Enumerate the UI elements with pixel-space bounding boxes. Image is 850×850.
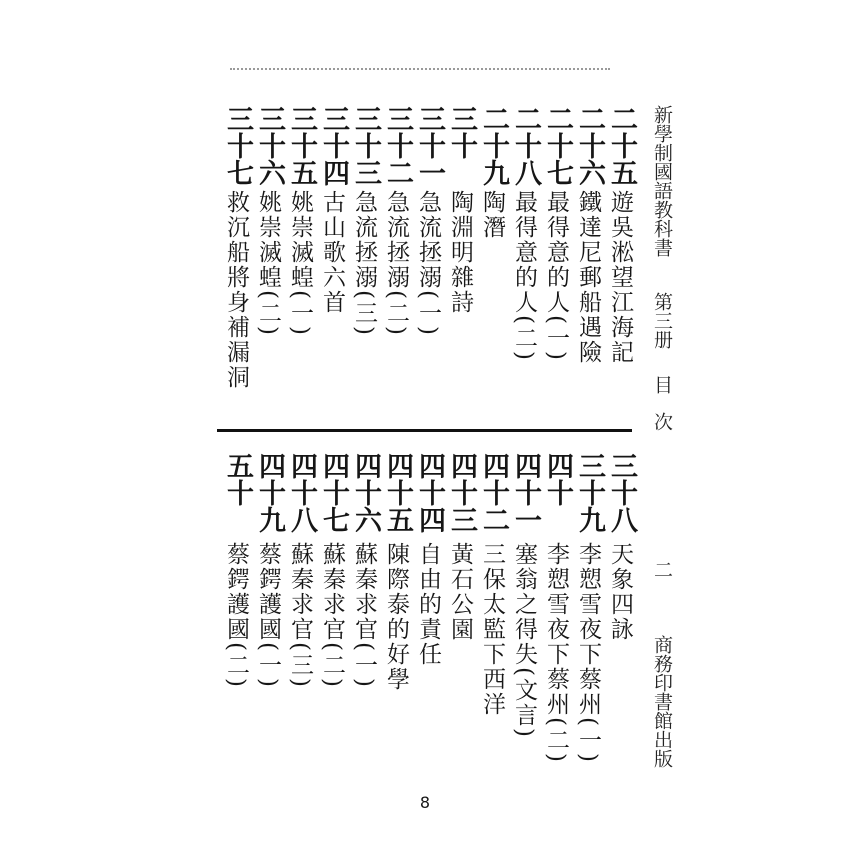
lesson-title: 最得意的人(一) (543, 190, 569, 362)
lesson-title: 姚崇滅蝗(二) (255, 190, 281, 337)
lesson-number: 四十六 (350, 452, 381, 533)
lesson-title: 蔡鍔護國(一) (255, 542, 281, 689)
lesson-number: 三十八 (606, 452, 637, 533)
lesson-title: 古山歌六首 (319, 190, 345, 315)
lesson-number: 三十四 (318, 105, 349, 186)
publisher: 商務印書館出版 (651, 635, 673, 768)
lesson-title: 鐵達尼郵船遇險 (575, 190, 601, 365)
lesson-title: 急流拯溺(三) (351, 190, 377, 337)
book-title: 新學制國語教科書 (651, 105, 673, 257)
lesson-title: 自由的責任 (415, 542, 441, 667)
lesson-number: 三十 (446, 105, 477, 159)
lesson-number: 三十三 (350, 105, 381, 186)
page-number: 8 (419, 793, 431, 812)
lesson-title: 急流拯溺(一) (415, 190, 441, 337)
lesson-title: 急流拯溺(二) (383, 190, 409, 337)
lesson-number: 二十八 (510, 105, 541, 186)
lesson-number: 二十六 (574, 105, 605, 186)
lesson-title: 天象四詠 (607, 542, 633, 642)
lesson-title: 最得意的人(二) (511, 190, 537, 362)
lesson-number: 三十一 (414, 105, 445, 186)
lesson-title: 蘇秦求官(一) (351, 542, 377, 689)
section-divider (217, 429, 632, 432)
lesson-number: 二十九 (478, 105, 509, 186)
lesson-title: 塞翁之得失(文言) (511, 542, 537, 739)
lesson-number: 四十九 (254, 452, 285, 533)
lesson-title: 蘇秦求官(三) (287, 542, 313, 689)
lesson-title: 陶潛 (479, 190, 505, 240)
lesson-title: 三保太監下西洋 (479, 542, 505, 717)
lesson-number: 四十 (542, 452, 573, 506)
lesson-title: 李愬雪夜下蔡州(二) (543, 542, 569, 764)
lesson-title: 陶淵明雜詩 (447, 190, 473, 315)
section-label: 目次 (651, 375, 673, 449)
lesson-number: 四十五 (382, 452, 413, 533)
lesson-number: 三十七 (222, 105, 253, 186)
lesson-title: 蘇秦求官(二) (319, 542, 345, 689)
lesson-number: 四十三 (446, 452, 477, 533)
lesson-title: 遊吳淞望江海記 (607, 190, 633, 365)
volume-label: 第三册 (651, 292, 673, 349)
lesson-number: 四十一 (510, 452, 541, 533)
lesson-title: 救沉船將身補漏洞 (223, 190, 249, 390)
lesson-number: 四十四 (414, 452, 445, 533)
lesson-number: 三十六 (254, 105, 285, 186)
lesson-number: 三十九 (574, 452, 605, 533)
lesson-number: 二十七 (542, 105, 573, 186)
lesson-number: 四十七 (318, 452, 349, 533)
top-page-edge (230, 68, 610, 73)
lesson-number: 二十五 (606, 105, 637, 186)
lesson-number: 四十二 (478, 452, 509, 533)
lesson-title: 蔡鍔護國(二) (223, 542, 249, 689)
lesson-title: 陳際泰的好學 (383, 542, 409, 692)
page-marker: 二 (651, 560, 673, 579)
lesson-number: 三十二 (382, 105, 413, 186)
lesson-number: 五十 (222, 452, 253, 506)
lesson-title: 黃石公園 (447, 542, 473, 642)
lesson-number: 三十五 (286, 105, 317, 186)
lesson-title: 姚崇滅蝗(一) (287, 190, 313, 337)
lesson-title: 李愬雪夜下蔡州(一) (575, 542, 601, 764)
lesson-number: 四十八 (286, 452, 317, 533)
